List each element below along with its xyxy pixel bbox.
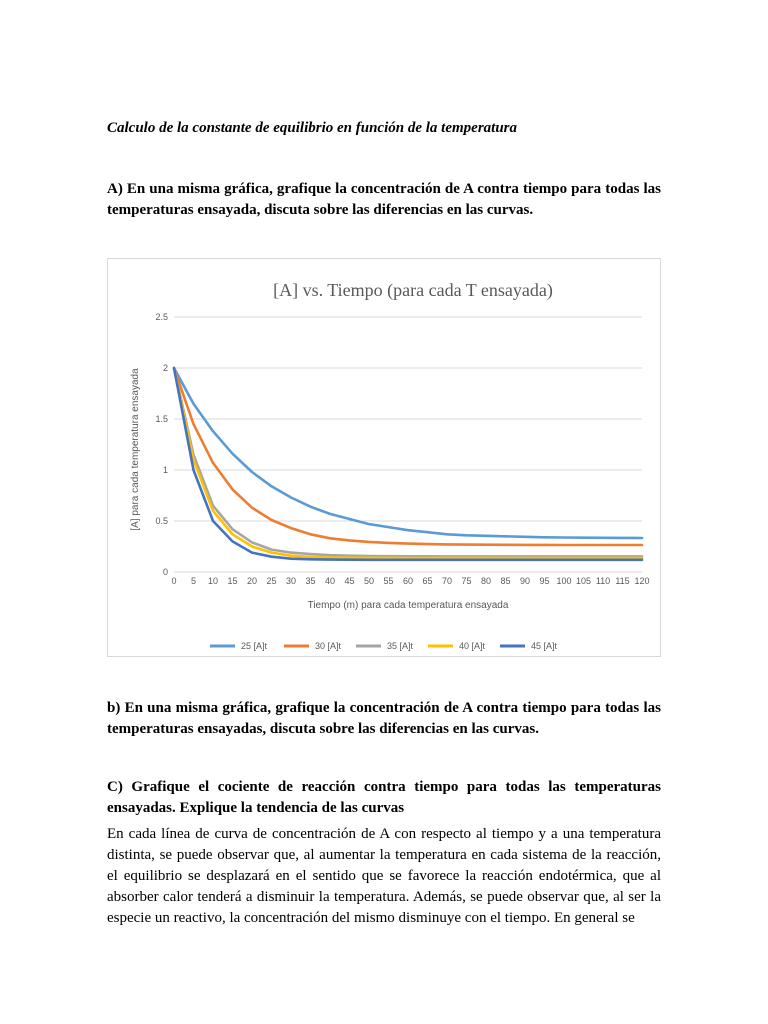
x-tick-label: 55 [383, 576, 394, 586]
chart-container [107, 258, 661, 657]
series-line [174, 368, 642, 538]
legend-label: 35 [A]t [387, 641, 414, 651]
series-line [174, 368, 642, 556]
document-title: Calculo de la constante de equilibrio en función de la temperatura [107, 120, 518, 136]
section-a-heading: A) En una misma gráfica, grafique la concentración de A contra tiempo para todas las temperaturas ensayada, discuta sobre las diferencias en las curvas. [107, 181, 661, 218]
x-tick-label: 25 [266, 576, 277, 586]
x-tick-label: 95 [539, 576, 550, 586]
line-chart [108, 259, 660, 656]
x-tick-label: 100 [556, 576, 572, 586]
x-tick-label: 30 [285, 576, 297, 586]
x-tick-label: 75 [461, 576, 472, 586]
legend-label: 40 [A]t [459, 641, 486, 651]
x-tick-label: 10 [207, 576, 219, 586]
section-c-heading: C) Grafique el cociente de reacción contra tiempo para todas las temperaturas ensayadas. Explique la tendencia de las curvas [107, 779, 661, 816]
x-tick-label: 120 [634, 576, 650, 586]
x-tick-label: 90 [519, 576, 531, 586]
y-tick-label: 1.5 [155, 414, 168, 424]
x-axis-label: Tiempo (m) para cada temperatura ensayada [307, 600, 509, 611]
legend-label: 25 [A]t [241, 641, 268, 651]
x-tick-label: 50 [363, 576, 375, 586]
legend-label: 45 [A]t [531, 641, 558, 651]
x-tick-label: 115 [615, 576, 630, 586]
chart-title: [A] vs. Tiempo (para cada T ensayada) [273, 280, 553, 300]
x-tick-label: 35 [305, 576, 316, 586]
x-tick-label: 20 [246, 576, 258, 586]
y-tick-label: 2 [162, 363, 168, 373]
y-tick-label: 2.5 [155, 312, 168, 322]
x-tick-label: 60 [402, 576, 414, 586]
x-tick-label: 80 [480, 576, 492, 586]
x-tick-label: 15 [227, 576, 238, 586]
body-paragraph: En cada línea de curva de concentración de A con respecto al tiempo y a una temperatura distinta, se puede observar que, al aumentar la temperatura en cada sistema de la reacción, el equilibrio se desplazará en el sentido que se favorece la reacción endotérmica, que al absorber calor tenderá a disminuir la temperatura. Además, se puede observar que, al ser la especie un reactivo, la concentración del mismo disminuye con el tiempo. En general se [107, 826, 661, 926]
series-line [174, 368, 642, 545]
section-b-heading: b) En una misma gráfica, grafique la concentración de A contra tiempo para todas las temperaturas ensayadas, discuta sobre las diferencias en las curvas. [107, 700, 661, 737]
y-axis-label: [A] para cada temperatura ensayada [130, 368, 141, 531]
x-tick-label: 5 [190, 576, 197, 586]
y-tick-label: 0.5 [155, 516, 168, 526]
x-tick-label: 85 [500, 576, 511, 586]
legend-label: 30 [A]t [315, 641, 342, 651]
x-tick-label: 45 [344, 576, 355, 586]
x-tick-label: 65 [422, 576, 433, 586]
x-tick-label: 40 [324, 576, 336, 586]
x-tick-label: 0 [171, 576, 177, 586]
y-tick-label: 0 [162, 567, 168, 577]
x-tick-label: 70 [441, 576, 453, 586]
x-tick-label: 110 [595, 576, 611, 586]
x-tick-label: 105 [575, 576, 592, 586]
y-tick-label: 1 [162, 465, 168, 475]
